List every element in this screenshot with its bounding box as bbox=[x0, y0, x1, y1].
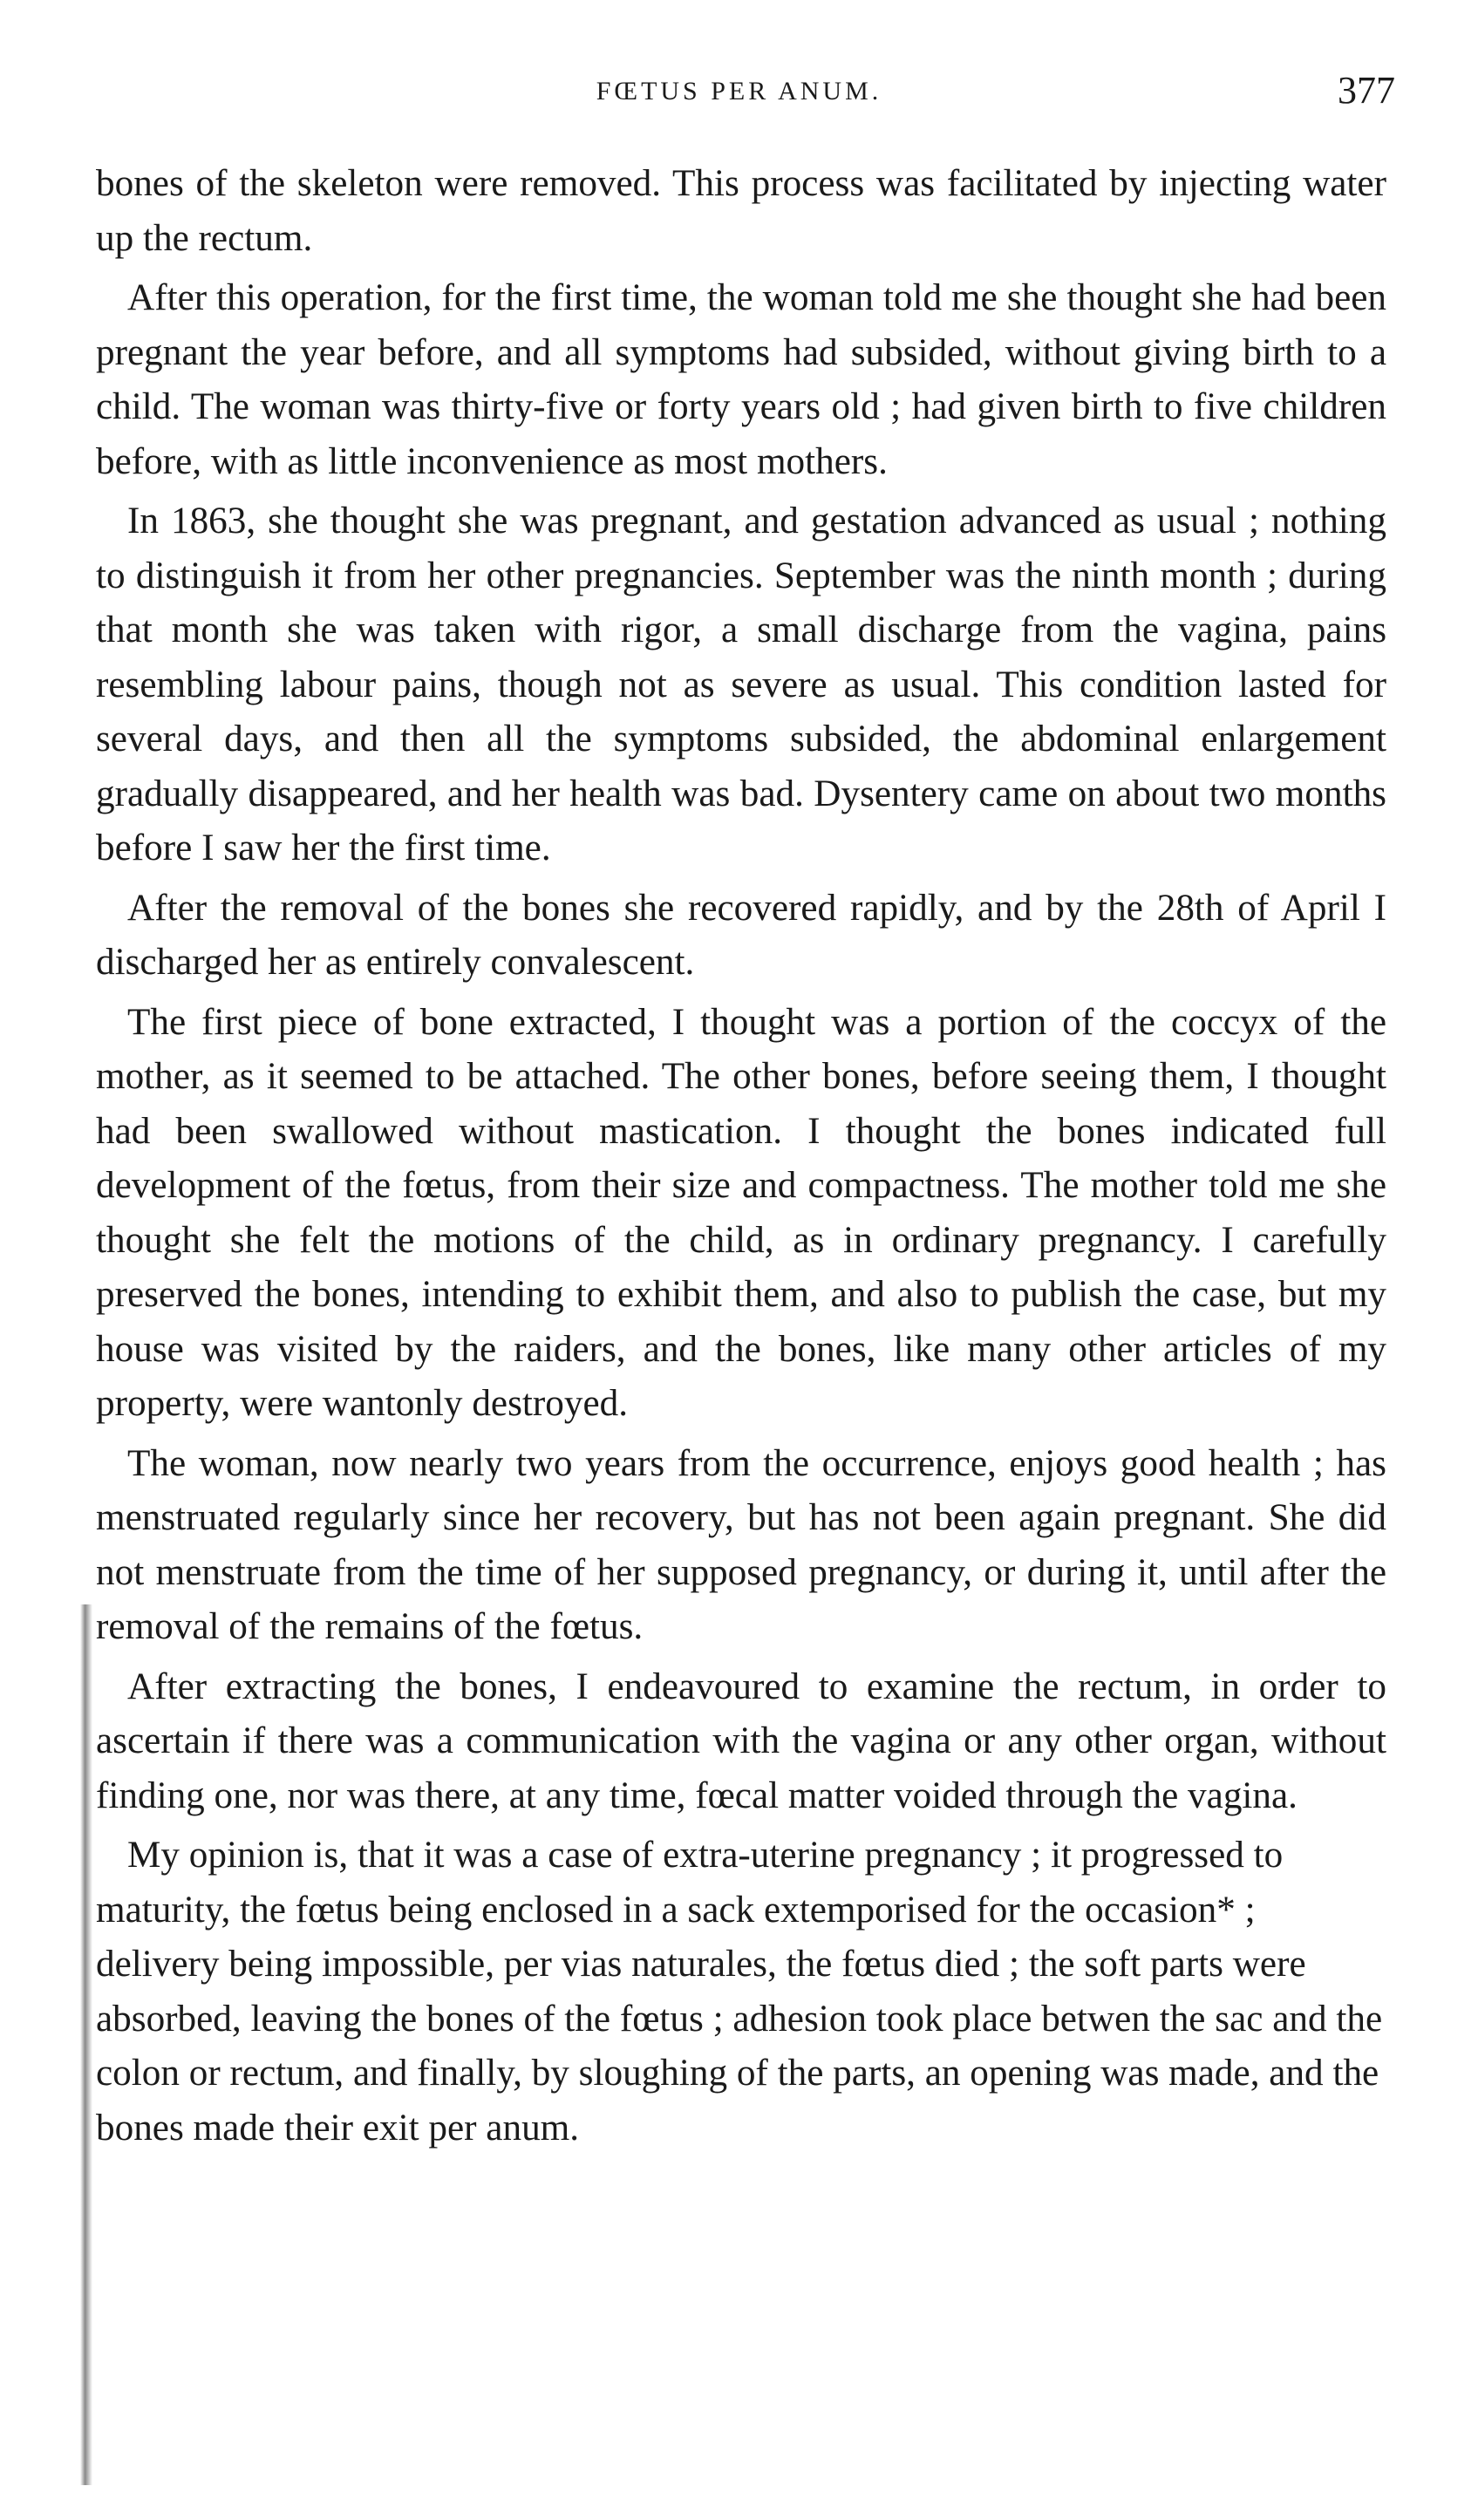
running-head bbox=[0, 68, 1478, 120]
paragraph-8: My opinion is, that it was a case of extra-uterine pregnancy ; it progressed to maturity, the fœtus being enclosed in a sack extemporised for the occasion* ; delivery being impossible, per vias naturales, the fœtus died ; the soft parts were absorbed, leaving the bones of the fœtus ; adhesion took place betwen the sac and the colon or rectum, and finally, by sloughing of the parts, an opening was made, and the bones made their exit per anum. bbox=[96, 1835, 1383, 2149]
paragraph-5: The first piece of bone extracted, I thought was a portion of the coccyx of the mother, as it seemed to be attached. The other bones, before seeing them, I thought had been swallowed without mastication. I thought the bones indicated full development of the fœtus, from their size and compactness. The mother told me she thought she felt the motions of the child, as in ordinary pregnancy. I carefully preserved the bones, intending to exhibit them, and also to publish the case, but my house was visited by the raiders, and the bones, like many other articles of my property, were wantonly destroyed. bbox=[96, 1001, 1386, 1424]
paragraph-3: In 1863, she thought she was pregnant, and gestation advanced as usual ; nothing to distinguish it from her other pregnancies. September was the ninth month ; during that month she was taken with rigor, a small discharge from the vagina, pains resembling labour pains, though not as severe as usual. This condition lasted for several days, and then all the symptoms subsided, the abdominal enlargement gradually disappeared, and her health was bad. Dysentery came on about two months before I saw her the first time. bbox=[96, 501, 1386, 868]
paragraph-1: bones of the skeleton were removed. This process was facilitated by injecting water up the rectum. bbox=[96, 163, 1386, 259]
paragraph-7: After extracting the bones, I endeavoured to examine the rectum, in order to ascertain if there was a communication with the vagina or any other organ, without finding one, nor was there, at any time, fœcal matter voided through the vagina. bbox=[96, 1665, 1386, 1816]
paragraph-4: After the removal of the bones she recovered rapidly, and by the 28th of April I discharged her as entirely convalescent. bbox=[96, 887, 1386, 983]
paragraph-6: The woman, now nearly two years from the occurrence, enjoys good health ; has menstruated regularly since her recovery, but has not been again pregnant. She did not menstruate from the time of her supposed pregnancy, or during it, until after the removal of the remains of the fœtus. bbox=[96, 1442, 1386, 1647]
page-number: 377 bbox=[1338, 69, 1395, 112]
paragraph-2: After this operation, for the first time, the woman told me she thought she had been pregnant the year before, and all symptoms had subsided, without giving birth to a child. The woman was thirty-five or forty years old ; had given birth to five children before, with as little inconvenience as most mothers. bbox=[96, 277, 1386, 482]
running-title: FŒTUS PER ANUM. bbox=[596, 77, 882, 106]
body-text bbox=[96, 157, 1386, 2161]
binding-shadow bbox=[80, 1604, 92, 2485]
